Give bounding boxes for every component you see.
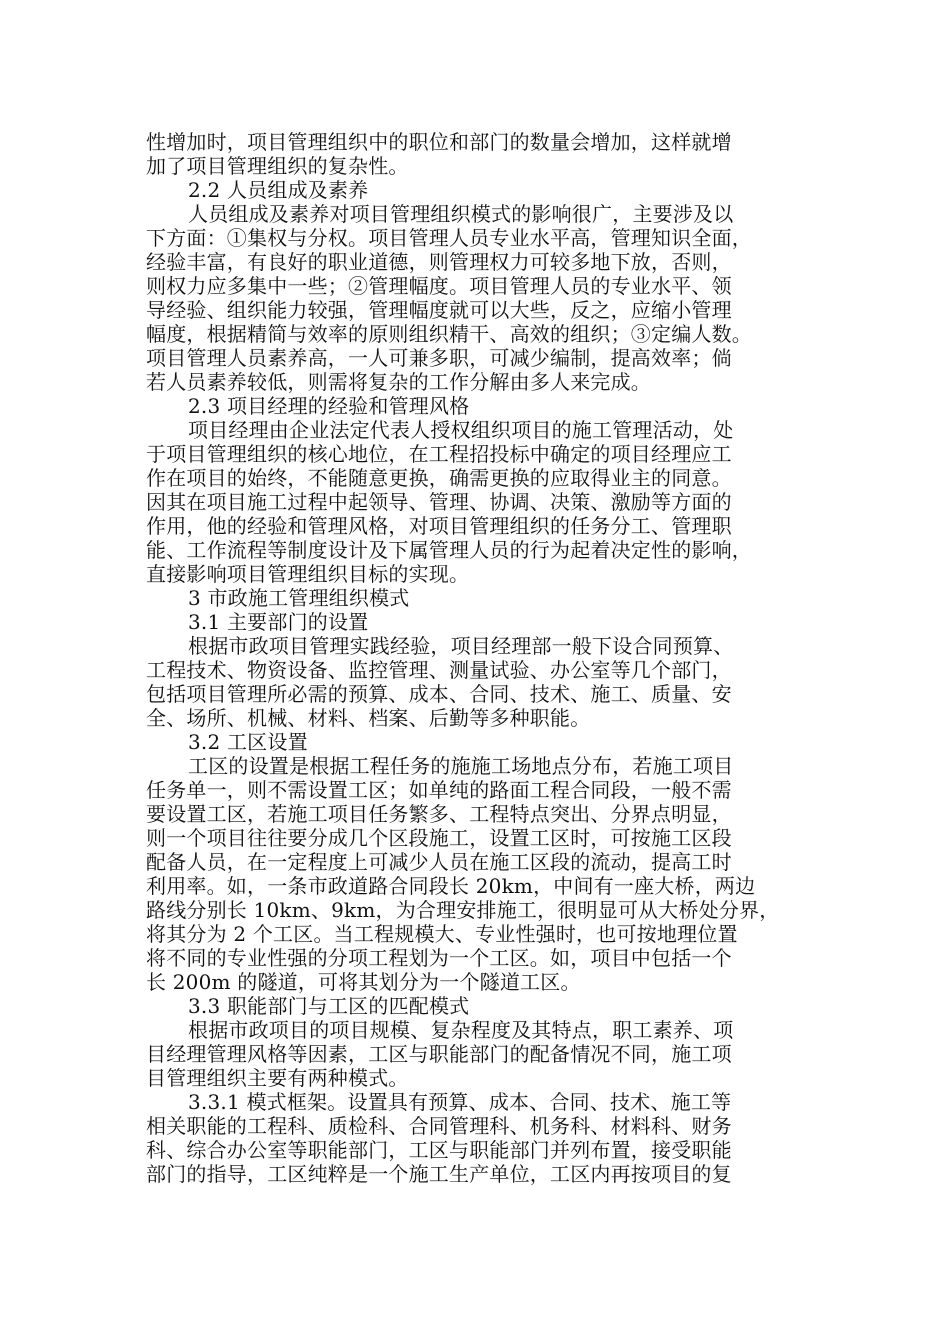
text-line: 包括项目管理所必需的预算、成本、合同、技术、施工、质量、安: [146, 682, 732, 706]
text-line: 下方面：①集权与分权。项目管理人员专业水平高，管理知识全面，: [146, 226, 752, 250]
text-line: 要设置工区，若施工项目任务繁多、工程特点突出、分界点明显，: [146, 802, 732, 826]
text-line: 性增加时，项目管理组织中的职位和部门的数量会增加，这样就增: [146, 130, 732, 154]
section-heading: 3.1 主要部门的设置: [188, 610, 369, 634]
text-line: 加了项目管理组织的复杂性。: [146, 154, 409, 178]
text-line: 人员组成及素养对项目管理组织模式的影响很广，主要涉及以: [188, 202, 734, 226]
text-line: 因其在项目施工过程中起领导、管理、协调、决策、激励等方面的: [146, 490, 732, 514]
text-line: 3.3.1 模式框架。设置具有预算、成本、合同、技术、施工等: [188, 1090, 732, 1114]
text-line: 全、场所、机械、材料、档案、后勤等多种职能。: [146, 706, 591, 730]
text-line: 导经验、组织能力较强，管理幅度就可以大些，反之，应缩小管理: [146, 298, 732, 322]
text-line: 目管理组织主要有两种模式。: [146, 1066, 409, 1090]
text-line: 长 200m 的隧道，可将其划分为一个隧道工区。: [146, 970, 581, 994]
text-line: 于项目管理组织的核心地位，在工程招投标中确定的项目经理应工: [146, 442, 732, 466]
text-line: 配备人员，在一定程度上可减少人员在施工区段的流动，提高工时: [146, 850, 732, 874]
text-line: 幅度，根据精简与效率的原则组织精干、高效的组织；③定编人数。: [146, 322, 752, 346]
text-line: 则权力应多集中一些；②管理幅度。项目管理人员的专业水平、领: [146, 274, 732, 298]
text-line: 根据市政项目管理实践经验，项目经理部一般下设合同预算、: [188, 634, 734, 658]
text-line: 经验丰富，有良好的职业道德，则管理权力可较多地下放，否则，: [146, 250, 732, 274]
text-line: 利用率。如，一条市政道路合同段长 20km，中间有一座大桥，两边: [146, 874, 756, 898]
text-line: 若人员素养较低，则需将复杂的工作分解由多人来完成。: [146, 370, 651, 394]
text-line: 作用，他的经验和管理风格，对项目管理组织的任务分工、管理职: [146, 514, 732, 538]
section-heading: 2.2 人员组成及素养: [188, 178, 369, 202]
text-line: 根据市政项目的项目规模、复杂程度及其特点，职工素养、项: [188, 1018, 734, 1042]
text-line: 项目管理人员素养高，一人可兼多职，可减少编制，提高效率；倘: [146, 346, 732, 370]
text-line: 则一个项目往往要分成几个区段施工，设置工区时，可按施工区段: [146, 826, 732, 850]
section-heading: 3 市政施工管理组织模式: [188, 586, 410, 610]
text-line: 工区的设置是根据工程任务的施施工场地点分布，若施工项目: [188, 754, 734, 778]
text-line: 路线分别长 10km、9km，为合理安排施工，很明显可从大桥处分界，: [146, 898, 780, 922]
text-line: 直接影响项目管理组织目标的实现。: [146, 562, 470, 586]
text-line: 目经理管理风格等因素，工区与职能部门的配备情况不同，施工项: [146, 1042, 732, 1066]
text-line: 将其分为 2 个工区。当工程规模大、专业性强时，也可按地理位置: [146, 922, 738, 946]
text-line: 相关职能的工程科、质检科、合同管理科、机务科、材料科、财务: [146, 1114, 732, 1138]
text-line: 科、综合办公室等职能部门，工区与职能部门并列布置，接受职能: [146, 1138, 732, 1162]
section-heading: 3.3 职能部门与工区的匹配模式: [188, 994, 470, 1018]
text-line: 任务单一，则不需设置工区；如单纯的路面工程合同段，一般不需: [146, 778, 732, 802]
text-line: 将不同的专业性强的分项工程划为一个工区。如，项目中包括一个: [146, 946, 732, 970]
text-line: 工程技术、物资设备、监控管理、测量试验、办公室等几个部门，: [146, 658, 732, 682]
text-line: 项目经理由企业法定代表人授权组织项目的施工管理活动，处: [188, 418, 734, 442]
text-line: 作在项目的始终，不能随意更换，确需更换的应取得业主的同意。: [146, 466, 732, 490]
section-heading: 2.3 项目经理的经验和管理风格: [188, 394, 470, 418]
section-heading: 3.2 工区设置: [188, 730, 308, 754]
text-line: 能、工作流程等制度设计及下属管理人员的行为起着决定性的影响，: [146, 538, 752, 562]
text-line: 部门的指导，工区纯粹是一个施工生产单位，工区内再按项目的复: [146, 1162, 732, 1186]
